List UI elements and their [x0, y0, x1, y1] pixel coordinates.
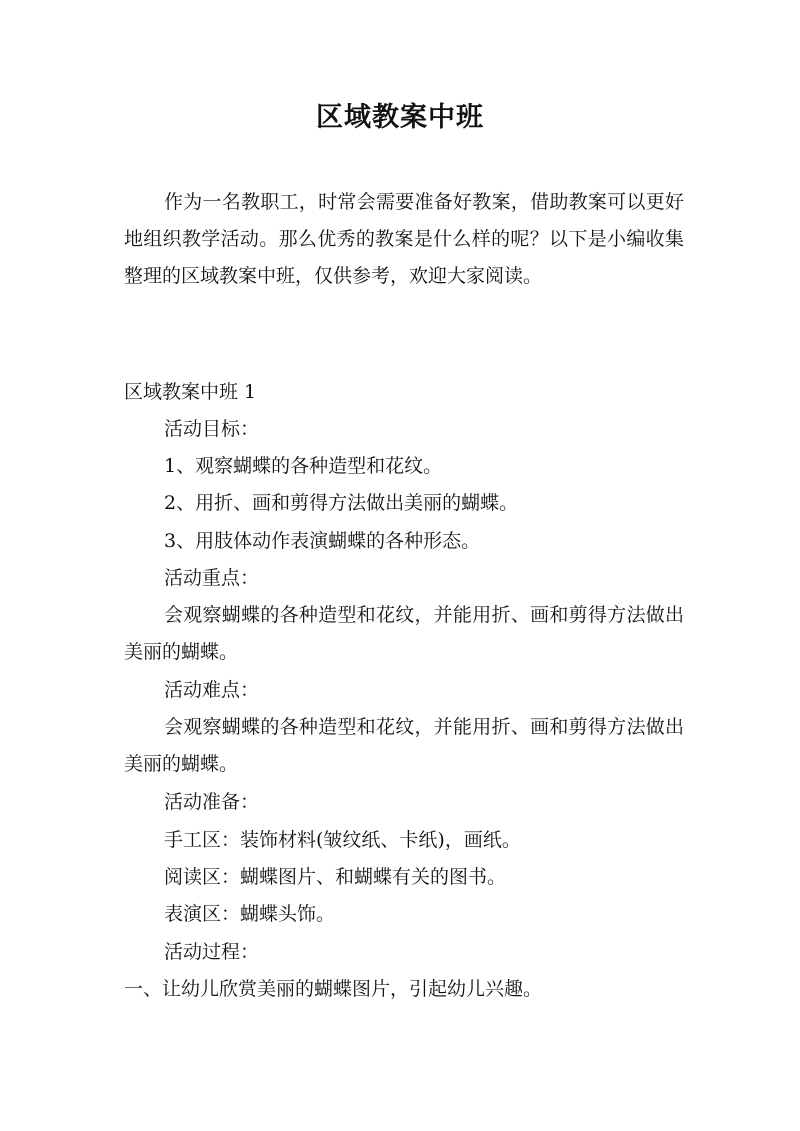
preparation-label: 活动准备：: [164, 791, 260, 813]
prep-item-3: 表演区：蝴蝶头饰。: [164, 903, 336, 925]
goal-item-1: 1、观察蝴蝶的各种造型和花纹。: [164, 455, 443, 477]
key-points-text: 会观察蝴蝶的各种造型和花纹，并能用折、画和剪得方法做出美丽的蝴蝶。: [124, 604, 684, 663]
prep-item-2: 阅读区：蝴蝶图片、和蝴蝶有关的图书。: [164, 866, 507, 888]
prep-item-1: 手工区：装饰材料(皱纹纸、卡纸)，画纸。: [164, 829, 521, 851]
process-step-1: 一、让幼儿欣赏美丽的蝴蝶图片，引起幼儿兴趣。: [124, 978, 543, 1000]
document-title: 区域教案中班: [316, 102, 484, 133]
difficulty-label: 活动难点：: [164, 679, 260, 701]
difficulty-text: 会观察蝴蝶的各种造型和花纹，并能用折、画和剪得方法做出美丽的蝴蝶。: [124, 716, 684, 775]
goal-item-3: 3、用肢体动作表演蝴蝶的各种形态。: [164, 530, 481, 552]
key-points-label: 活动重点：: [164, 567, 260, 589]
goals-label: 活动目标：: [164, 418, 260, 440]
section-heading: 区域教案中班 1: [124, 381, 257, 403]
intro-paragraph: 作为一名教职工，时常会需要准备好教案，借助教案可以更好地组织教学活动。那么优秀的教案是什么样的呢？以下是小编收集整理的区域教案中班，仅供参考，欢迎大家阅读。: [124, 191, 684, 287]
goal-item-2: 2、用折、画和剪得方法做出美丽的蝴蝶。: [164, 492, 519, 514]
process-label: 活动过程：: [164, 941, 260, 963]
